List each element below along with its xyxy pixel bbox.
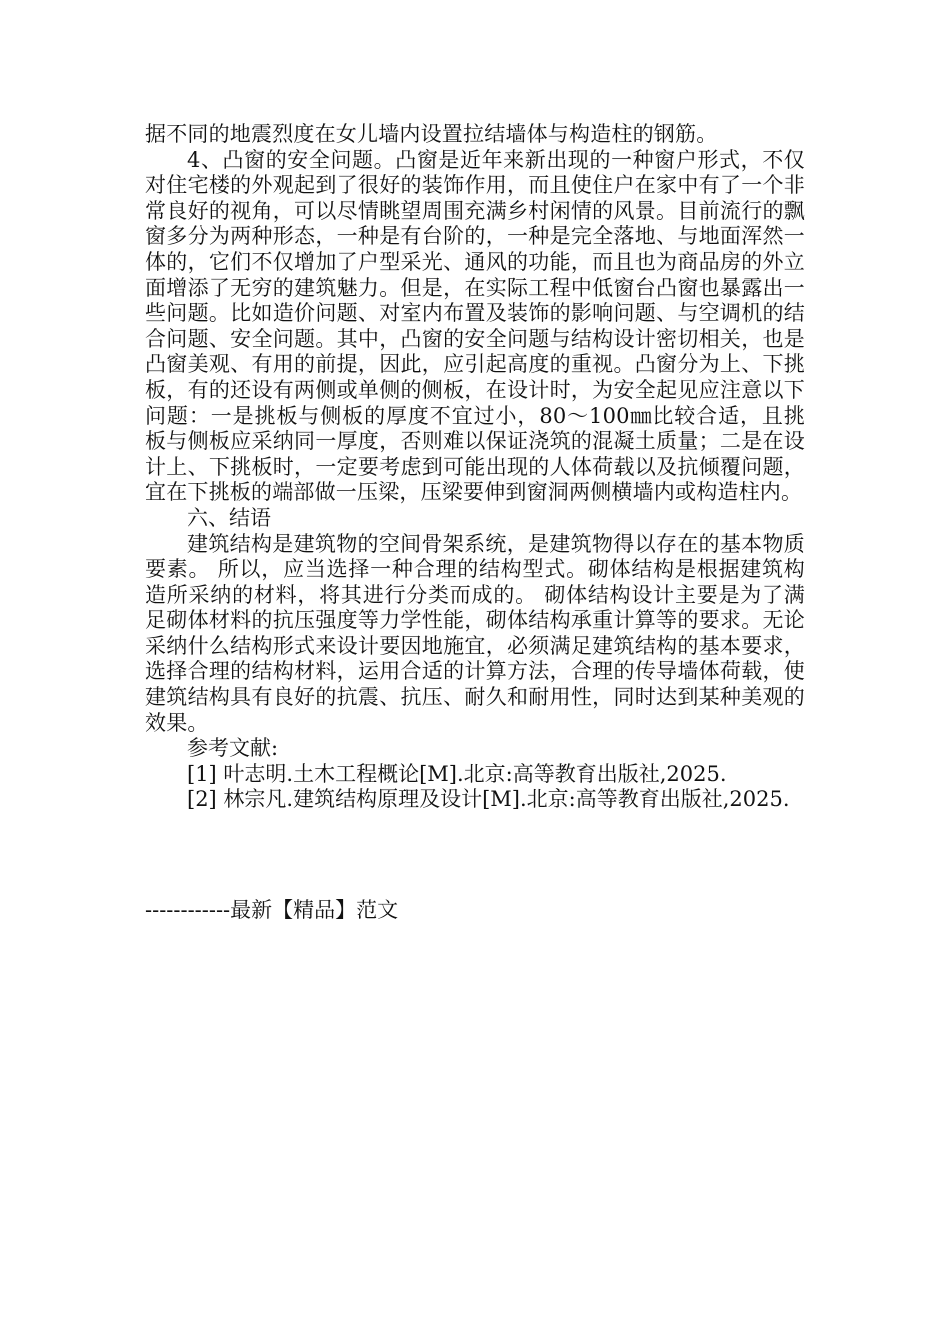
references-title: 参考文献: — [187, 736, 279, 761]
reference-item-1: [1] 叶志明.土木工程概论[M].北京:高等教育出版社,2025. — [187, 761, 727, 786]
paragraph-continuation: 据不同的地震烈度在女儿墙内设置拉结墙体与构造柱的钢筋。 — [145, 122, 718, 146]
paragraph-conclusion: 建筑结构是建筑物的空间骨架系统，是建筑物得以存在的基本物质要素。 所以，应当选择一种合理的结构型式。砌体结构是根据建筑构造所采纳的材料，将其进行分类而成的。 砌体结构设计主要是为了满足砌体材料的抗压强度等力学性能，砌体结构承重计算等的要求。无论采纳什么结构形式来设计要因地施宜，必须满足建筑结构的基本要求， 选择合理的结构材料，运用合适的计算方法，合理的传导墙体荷载，使建筑结构具有良好的抗震、抗压、耐久和耐用性，同时达到某种美观的效果。 — [145, 531, 805, 735]
document-body — [145, 122, 805, 813]
section-heading-conclusion: 六、结语 — [187, 505, 271, 530]
paragraph-bay-window-safety: 4、凸窗的安全问题。凸窗是近年来新出现的一种窗户形式，不仅对住宅楼的外观起到了很好的装饰作用，而且使住户在家中有了一个非常良好的视角，可以尽情眺望周围充满乡村闲情的风景。目前流行的飘窗多分为两种形态，一种是有台阶的，一种是完全落地、与地面浑然一体的，它们不仅增加了户型采光、通风的功能，而且也为商品房的外立面增添了无穷的建筑魅力。但是，在实际工程中低窗台凸窗也暴露出一些问题。比如造价问题、对室内布置及装饰的影响问题、与空调机的结合问题、安全问题。其中，凸窗的安全问题与结构设计密切相关，也是凸窗美观、有用的前提，因此，应引起高度的重视。凸窗分为上、下挑板，有的还设有两侧或单侧的侧板，在设计时，为安全起见应注意以下问题：一是挑板与侧板的厚度不宜过小，80～100㎜比较合适，且挑板与侧板应采纳同一厚度，否则难以保证浇筑的混凝土质量；二是在设计上、下挑板时，一定要考虑到可能出现的人体荷载以及抗倾覆问题，宜在下挑板的端部做一压梁，压梁要伸到窗洞两侧横墙内或构造柱内。 — [145, 147, 805, 505]
reference-item-2: [2] 林宗凡.建筑结构原理及设计[M].北京:高等教育出版社,2025. — [187, 787, 790, 812]
footer-label: ------------最新【精品】范文 — [145, 898, 399, 922]
